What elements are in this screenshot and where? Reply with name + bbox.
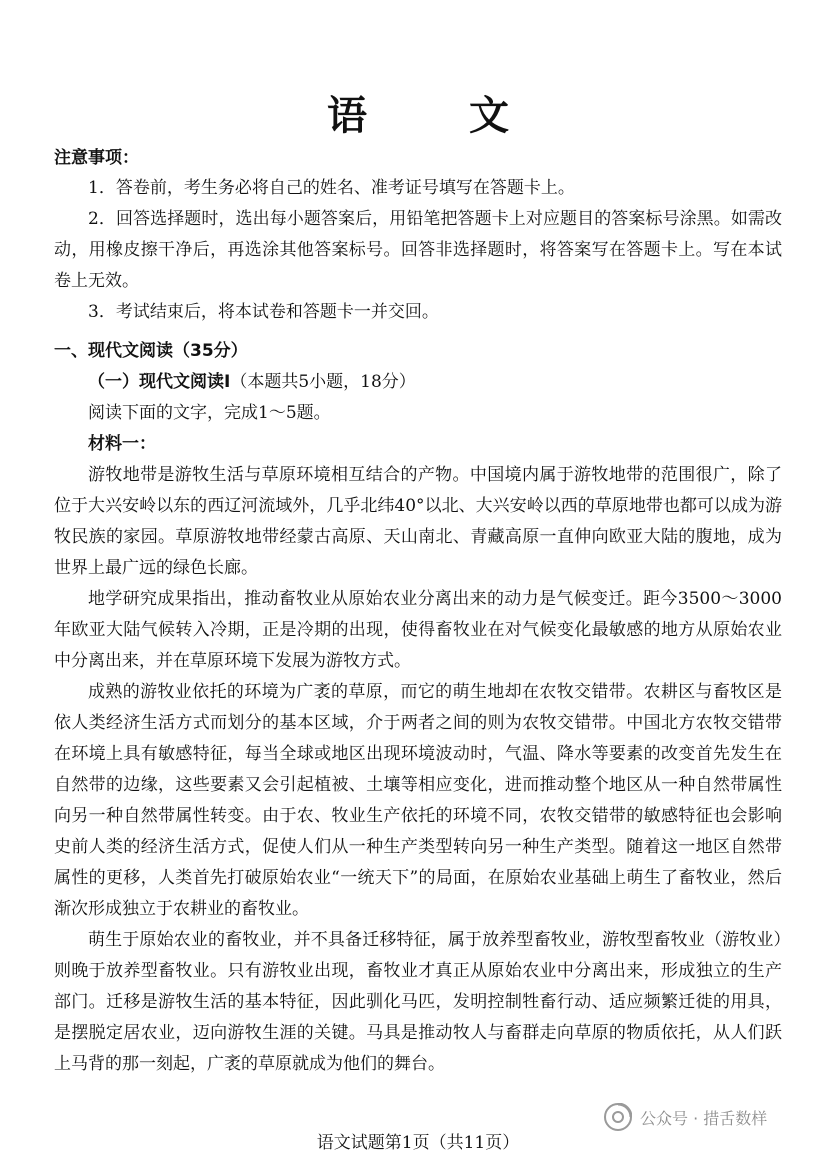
section-heading: 一、现代文阅读（35分） [54, 341, 248, 361]
wechat-official-account-icon [604, 1103, 632, 1131]
passage-paragraph: 游牧地带是游牧生活与草原环境相互结合的产物。中国境内属于游牧地带的范围很广，除了位于大兴安岭以东的西辽河流域外，几乎北纬40°以北、大兴安岭以西的草原地带也都可以成为游牧民族的家园。草原游牧地带经蒙古高原、天山南北、青藏高原一直伸向欧亚大陆的腹地，成为世界上最广远的绿色长廊。 [54, 465, 782, 578]
reading-instruction: 阅读下面的文字，完成1～5题。 [88, 403, 331, 423]
subsection-title: （一）现代文阅读Ⅰ [88, 372, 231, 392]
passage-paragraph: 萌生于原始农业的畜牧业，并不具备迁移特征，属于放养型畜牧业，游牧型畜牧业（游牧业）则晚于放养型畜牧业。只有游牧业出现，畜牧业才真正从原始农业中分离出来，形成独立的生产部门。迁移是游牧生活的基本特征，因此驯化马匹，发明控制牲畜行动、适应频繁迁徙的用具，是摆脱定居农业，迈向游牧生涯的关键。马具是推动牧人与畜群走向草原的物质依托，从人们跃上马背的那一刻起，广袤的草原就成为他们的舞台。 [54, 930, 782, 1074]
note-item: 2．回答选择题时，选出每小题答案后，用铅笔把答题卡上对应题目的答案标号涂黑。如需改动，用橡皮擦干净后，再选涂其他答案标号。回答非选择题时，将答案写在答题卡上。写在本试卷上无效。 [54, 209, 782, 291]
passage-paragraph: 地学研究成果指出，推动畜牧业从原始农业分离出来的动力是气候变迁。距今3500～3000年欧亚大陆气候转入冷期，正是冷期的出现，使得畜牧业在对气候变化最敏感的地方从原始农业中分离出来，并在草原环境下发展为游牧方式。 [54, 589, 782, 671]
passage-paragraph: 成熟的游牧业依托的环境为广袤的草原，而它的萌生地却在农牧交错带。农耕区与畜牧区是依人类经济生活方式而划分的基本区域，介于两者之间的则为农牧交错带。中国北方农牧交错带在环境上具有敏感特征，每当全球或地区出现环境波动时，气温、降水等要素的改变首先发生在自然带的边缘，这些要素又会引起植被、土壤等相应变化，进而推动整个地区从一种自然带属性向另一种自然带属性转变。由于农、牧业生产依托的环境不同，农牧交错带的敏感特征也会影响史前人类的经济生活方式，促使人们从一种生产类型转向另一种生产类型。随着这一地区自然带属性的更移，人类首先打破原始农业“一统天下”的局面，在原始农业基础上萌生了畜牧业，然后渐次形成独立于农耕业的畜牧业。 [54, 682, 782, 919]
page-title: 语 文 [327, 92, 553, 139]
note-item: 1．答卷前，考生务必将自己的姓名、准考证号填写在答题卡上。 [88, 178, 575, 198]
watermark-text: 公众号 · 措舌数样 [640, 1108, 768, 1128]
material-label: 材料一： [88, 434, 156, 454]
subsection-heading [88, 367, 788, 398]
notes-heading: 注意事项： [54, 148, 139, 168]
subsection-detail: （本题共5小题，18分） [230, 372, 416, 392]
note-item: 3．考试结束后，将本试卷和答题卡一并交回。 [88, 302, 439, 322]
notes-list [54, 173, 782, 328]
watermark [604, 1102, 767, 1132]
reading-passage [54, 460, 782, 1080]
page-footer: 语文试题第1页（共11页） [316, 1133, 520, 1153]
